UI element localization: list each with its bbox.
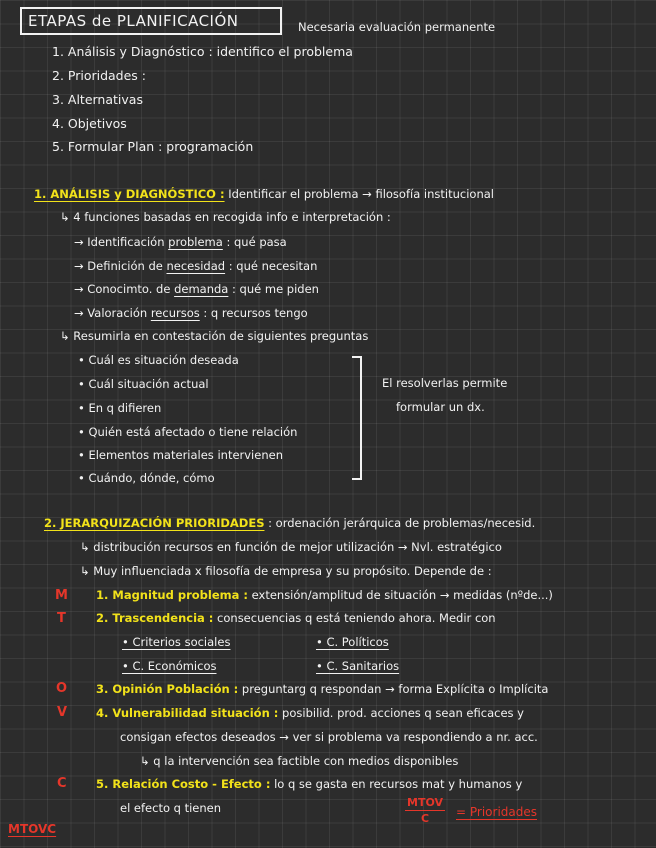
criterion-letter-v: V [57, 705, 68, 720]
function-item-1-pre: → Identificación [74, 235, 165, 249]
function-item-1-post: : qué pasa [226, 235, 287, 249]
criterion-letter-c: C [57, 776, 67, 791]
function-item-3-term: demanda [174, 282, 229, 296]
criterion-opinion [96, 684, 548, 696]
function-item-4-term: recursos [150, 306, 200, 320]
trasc-criterion-sociales: • Criterios sociales [122, 635, 231, 649]
criterion-letter-t: T [57, 611, 66, 626]
stage-item-3: 3. Alternativas [52, 92, 143, 107]
questions-line: ↳ Resumirla en contestación de siguientes preguntas [60, 329, 369, 343]
question-item: • Cuál situación actual [78, 377, 209, 391]
section2-heading-line [44, 518, 535, 530]
criterion-label: 2. Trascendencia : [96, 611, 214, 625]
criterion-costo-efecto [96, 779, 522, 791]
criterion-text: posibilid. prod. acciones q sean eficaces y [282, 706, 524, 720]
formula-denominator: C [420, 812, 430, 825]
function-item-2-pre: → Definición de [74, 259, 163, 273]
function-item-2-post: : qué necesitan [228, 259, 318, 273]
function-item-4 [74, 308, 308, 320]
function-item-2 [74, 261, 317, 273]
vulnerabilidad-cont-2: ↳ q la intervención sea factible con medios disponibles [140, 754, 459, 768]
question-item: • Cuándo, dónde, cómo [78, 471, 215, 485]
criterion-label: 4. Vulnerabilidad situación : [96, 706, 279, 720]
function-item-3-post: : qué me piden [232, 282, 319, 296]
criterion-text: lo q se gasta en recursos mat y humanos y [274, 777, 523, 791]
trasc-criterion-politicos: • C. Políticos [316, 635, 389, 649]
function-item-1 [74, 237, 287, 249]
question-item: • Quién está afectado o tiene relación [78, 425, 298, 439]
priority-formula-fraction [405, 796, 445, 825]
bracket-note-line-1: El resolverlas permite [382, 376, 508, 390]
vulnerabilidad-cont-1: consigan efectos deseados → ver si problema va respondiendo a nr. acc. [120, 730, 538, 744]
formula-result: = Prioridades [456, 805, 537, 819]
criterion-letter-m: M [55, 588, 68, 603]
page-title: ETAPAS de PLANIFICACIÓN [28, 12, 239, 30]
stage-item-4: 4. Objetivos [52, 116, 127, 131]
criterion-letter-o: O [56, 681, 68, 696]
costo-efecto-cont: el efecto q tienen [120, 801, 222, 815]
section2-heading-rest: : ordenación jerárquica de problemas/necesid. [268, 516, 536, 530]
trasc-criterion-sanitarios: • C. Sanitarios [316, 659, 400, 673]
function-item-1-term: problema [168, 235, 223, 249]
trasc-criterion-economicos: • C. Económicos [122, 659, 217, 673]
stage-item-5: 5. Formular Plan : programación [52, 139, 254, 154]
function-item-4-post: : q recursos tengo [203, 306, 308, 320]
section1-heading-rest: Identificar el problema → filosofía institucional [228, 187, 494, 201]
criterion-text: consecuencias q está teniendo ahora. Medir con [217, 611, 496, 625]
function-item-3 [74, 284, 319, 296]
criterion-label: 3. Opinión Población : [96, 682, 239, 696]
stage-item-2: 2. Prioridades : [52, 68, 147, 83]
section1-heading-line [34, 189, 494, 201]
criterion-text: preguntarg q respondan → forma Explícita o Implícita [241, 682, 549, 696]
formula-numerator: MTOV [407, 796, 444, 809]
section2-heading: 2. JERARQUIZACIÓN PRIORIDADES [44, 516, 265, 530]
question-item: • Elementos materiales intervienen [78, 448, 283, 462]
criterion-trascendencia [96, 613, 496, 625]
criterion-label: 5. Relación Costo - Efecto : [96, 777, 271, 791]
stage-item-1: 1. Análisis y Diagnóstico : identifico el problema [52, 44, 353, 59]
criterion-magnitud [96, 590, 553, 602]
criterion-text: extensión/amplitud de situación → medidas (nºde...) [251, 588, 553, 602]
question-item: • Cuál es situación deseada [78, 353, 239, 367]
functions-line: ↳ 4 funciones basadas en recogida info e interpretación : [60, 210, 391, 224]
function-item-4-pre: → Valoración [74, 306, 148, 320]
section2-line-a: ↳ distribución recursos en función de mejor utilización → Nvl. estratégico [80, 540, 502, 554]
criterion-label: 1. Magnitud problema : [96, 588, 248, 602]
section1-heading: 1. ANÁLISIS y DIAGNÓSTICO : [34, 187, 225, 201]
function-item-3-pre: → Conocimto. de [74, 282, 171, 296]
acronym-mtovc: MTOVC [8, 822, 57, 836]
function-item-2-term: necesidad [166, 259, 226, 273]
questions-bracket [352, 356, 362, 480]
criterion-vulnerabilidad [96, 708, 524, 720]
title-note: Necesaria evaluación permanente [298, 20, 496, 34]
section2-line-b: ↳ Muy influenciada x filosofía de empresa y su propósito. Depende de : [80, 564, 492, 578]
bracket-note-line-2: formular un dx. [396, 400, 485, 414]
question-item: • En q difieren [78, 401, 162, 415]
